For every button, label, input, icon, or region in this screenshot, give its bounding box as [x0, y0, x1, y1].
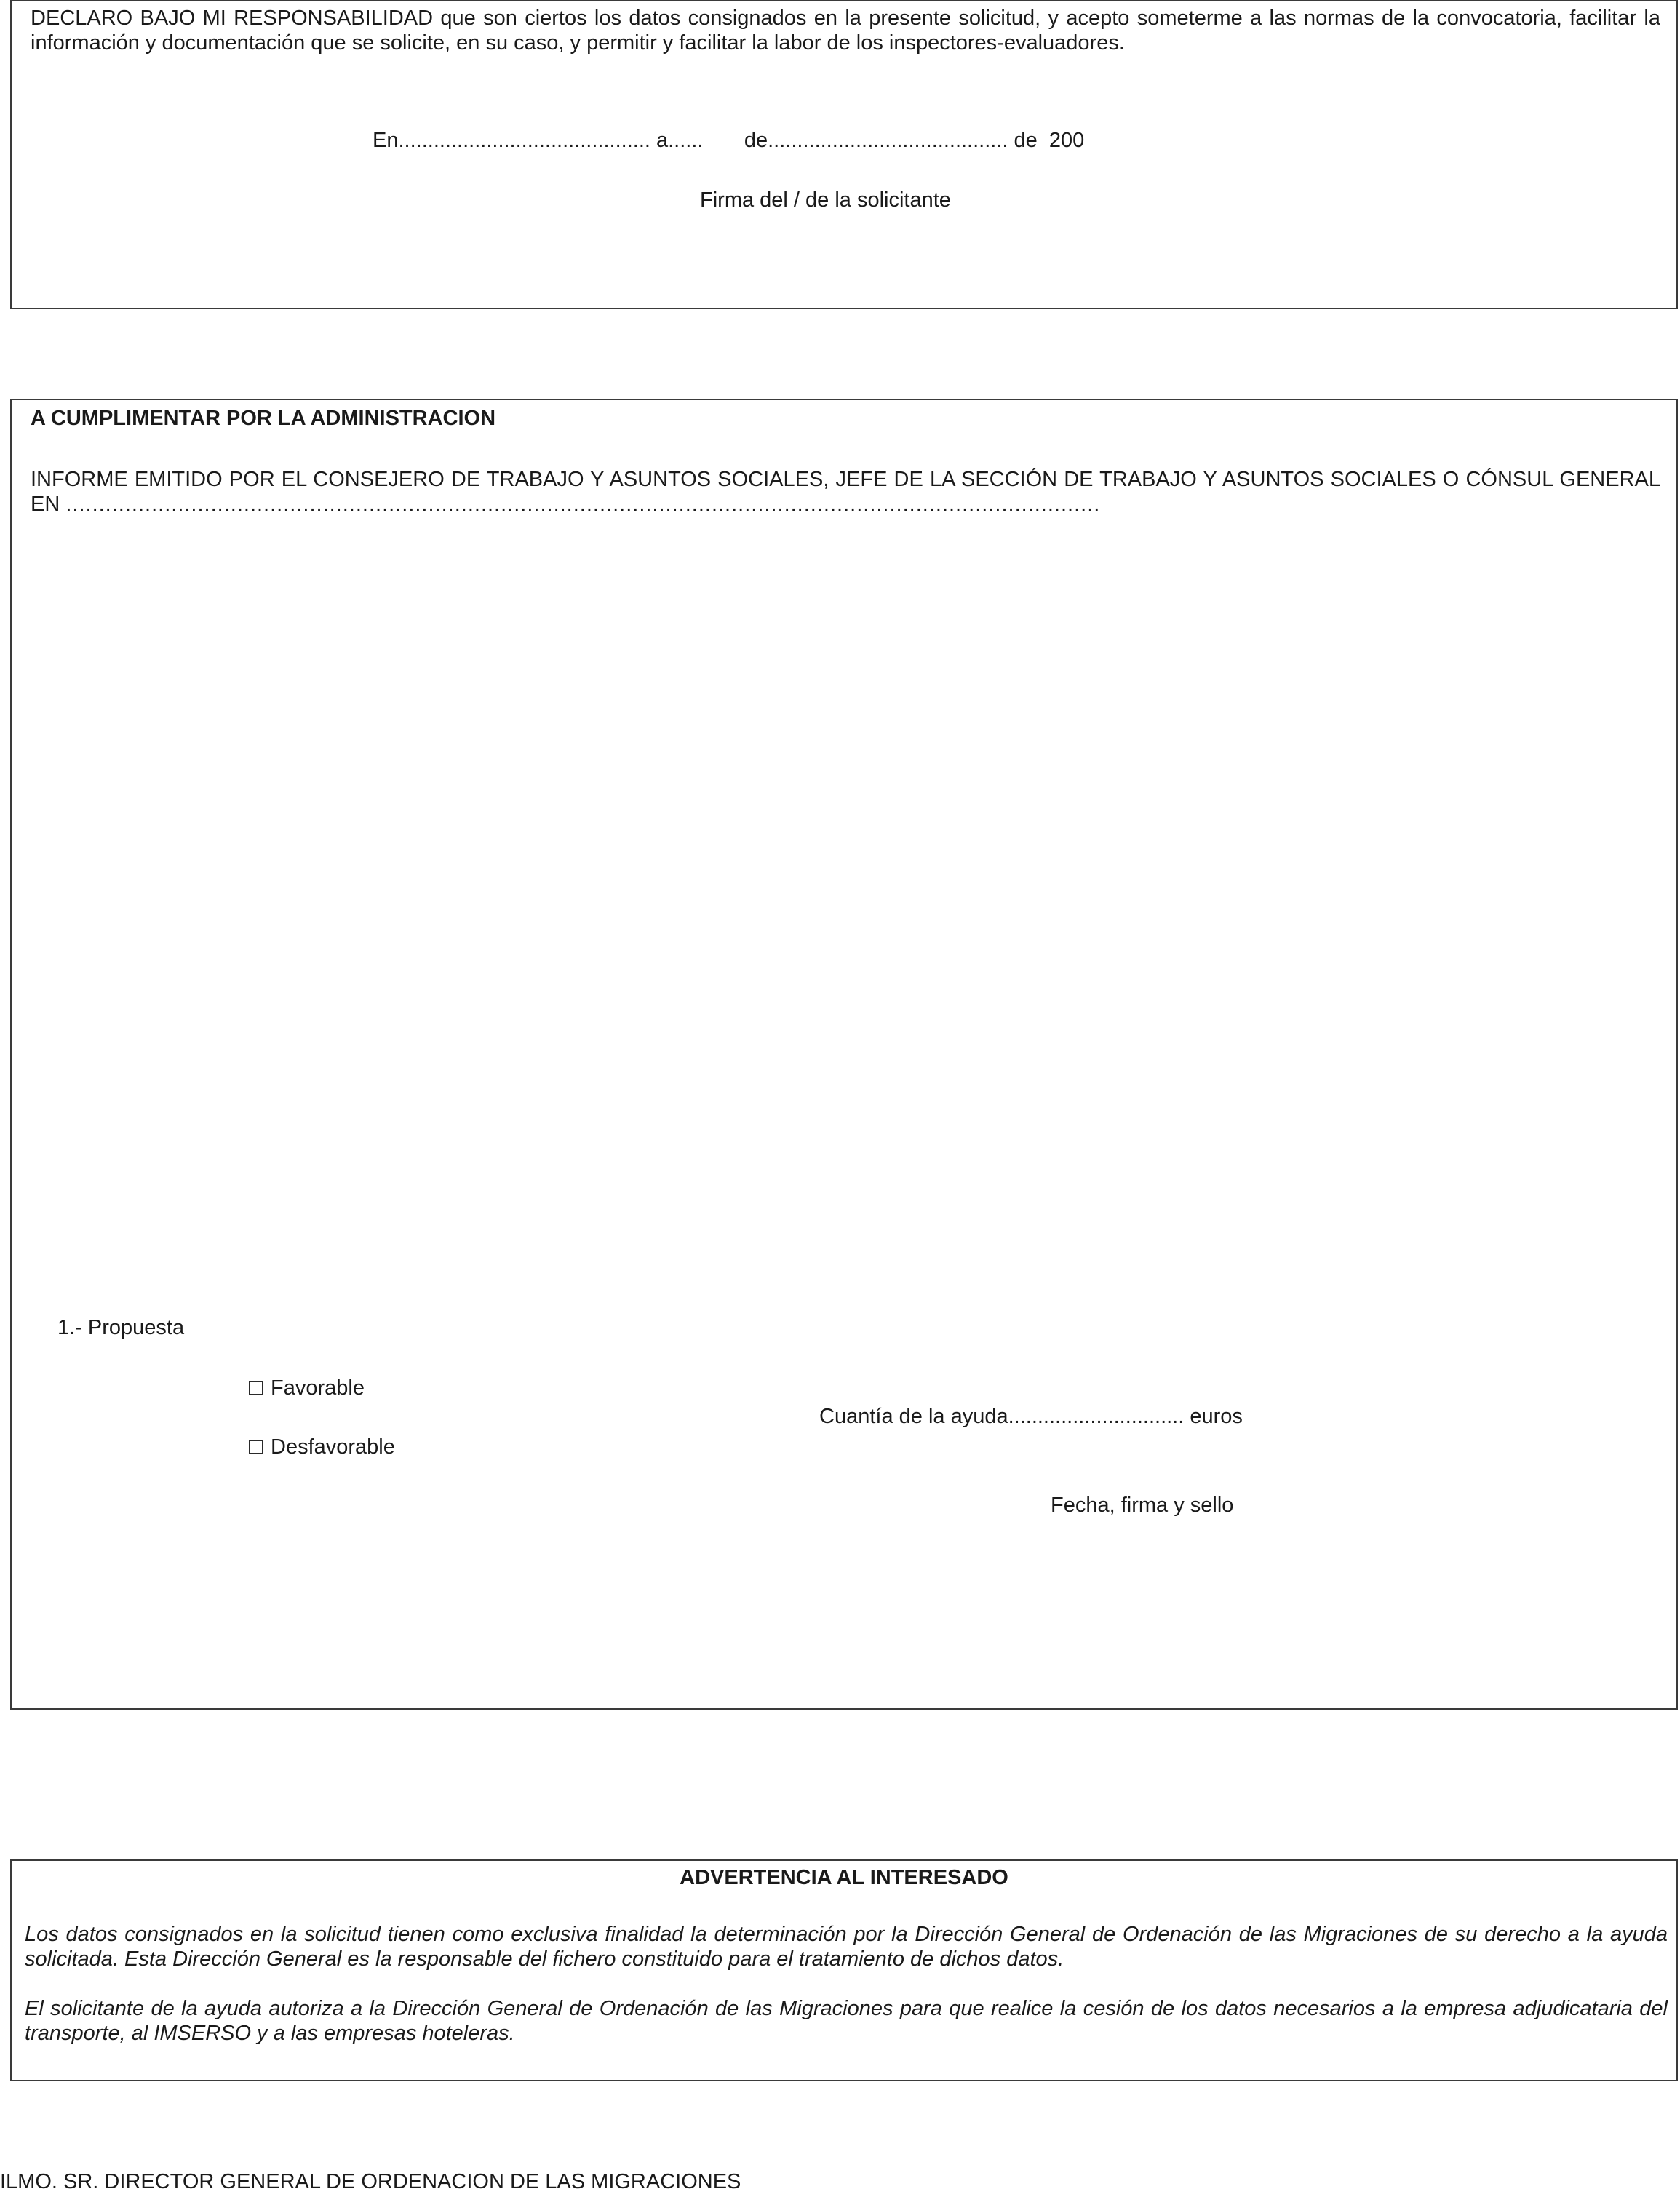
warning-heading: ADVERTENCIA AL INTERESADO: [680, 1866, 1008, 1889]
warning-paragraph-1: Los datos consignados en la solicitud tienen como exclusiva finalidad la determinación por la Dirección General de Ordenación de las Migraciones de su derecho a la ayuda solicitada. Esta Dirección General es la responsable del fichero constituido para el tratamiento de dichos datos.: [25, 1923, 1668, 1971]
administration-heading: A CUMPLIMENTAR POR LA ADMINISTRACION: [31, 407, 496, 430]
unfavorable-label: Desfavorable: [271, 1435, 395, 1459]
favorable-label: Favorable: [271, 1376, 365, 1400]
unfavorable-checkbox[interactable]: [249, 1440, 263, 1454]
place-date-field[interactable]: En........................................... a...... de......................................... de 200: [373, 129, 1085, 152]
report-text: [31, 467, 1660, 517]
administration-section: [10, 399, 1678, 1710]
proposal-label: 1.- Propuesta: [57, 1316, 185, 1339]
signature-label: Firma del / de la solicitante: [700, 188, 951, 212]
aid-amount-field[interactable]: Cuantía de la ayuda.............................. euros: [819, 1405, 1243, 1428]
unfavorable-option[interactable]: [249, 1435, 395, 1459]
favorable-checkbox[interactable]: [249, 1381, 263, 1395]
addressee-line: ILMO. SR. DIRECTOR GENERAL DE ORDENACION DE LAS MIGRACIONES: [0, 2170, 741, 2193]
warning-paragraph-2: El solicitante de la ayuda autoriza a la Dirección General de Ordenación de las Migraciones para que realice la cesión de los datos necesarios a la empresa adjudicataria del transporte, al IMSERSO y a las empresas hoteleras.: [25, 1997, 1668, 2045]
consulate-field[interactable]: .............................................................................................................................................................: [65, 493, 1101, 516]
declaration-text: DECLARO BAJO MI RESPONSABILIDAD que son ciertos los datos consignados en la presente solicitud, y acepto someterme a las normas de la convocatoria, facilitar la información y documentación que se solicite, en su caso, y permitir y facilitar la labor de los inspectores-evaluadores.: [31, 7, 1660, 55]
report-text-body: INFORME EMITIDO POR EL CONSEJERO DE TRABAJO Y ASUNTOS SOCIALES, JEFE DE LA SECCIÓN DE TRABAJO Y ASUNTOS SOCIALES O CÓNSUL GENERAL EN: [31, 468, 1660, 516]
declaration-section: [10, 0, 1678, 309]
warning-section: [10, 1859, 1678, 2081]
favorable-option[interactable]: [249, 1376, 365, 1400]
stamp-label: Fecha, firma y sello: [1051, 1494, 1234, 1517]
